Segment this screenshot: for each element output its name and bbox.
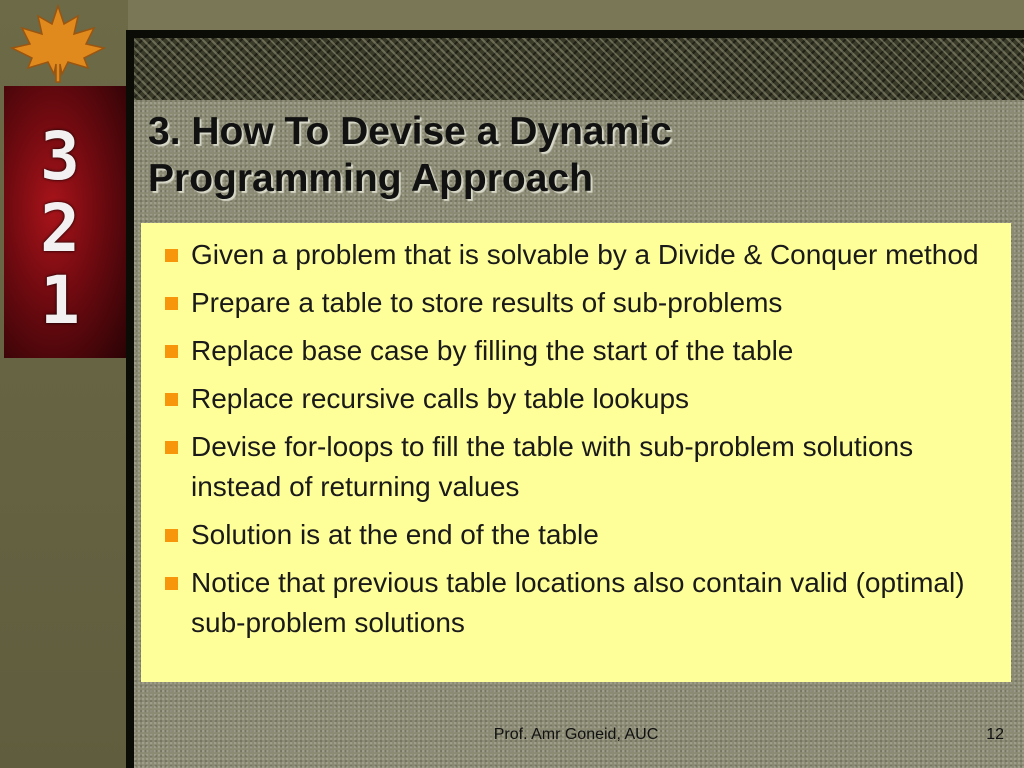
bullet-item [155, 331, 999, 371]
square-bullet-icon [165, 249, 178, 262]
title-line-2: Programming Approach [148, 157, 593, 200]
bullet-text: Notice that previous table locations also contain valid (optimal) sub-problem solutions [191, 567, 965, 638]
bullet-list [155, 235, 999, 643]
bullet-text: Solution is at the end of the table [191, 519, 599, 550]
bullet-text: Replace base case by filling the start of the table [191, 335, 794, 366]
slide-title [148, 108, 968, 202]
bullet-item [155, 427, 999, 507]
bullet-item [155, 563, 999, 643]
bullet-item [155, 283, 999, 323]
square-bullet-icon [165, 393, 178, 406]
bullet-text: Given a problem that is solvable by a Divide & Conquer method [191, 239, 979, 270]
bullet-item [155, 379, 999, 419]
bullet-item [155, 235, 999, 275]
square-bullet-icon [165, 297, 178, 310]
number-two: 2 [40, 190, 80, 267]
maple-leaf-icon [8, 4, 108, 84]
page-number: 12 [986, 726, 1004, 743]
square-bullet-icon [165, 577, 178, 590]
number-three: 3 [40, 118, 80, 195]
bullet-text: Prepare a table to store results of sub-problems [191, 287, 783, 318]
number-one: 1 [40, 262, 80, 339]
bullet-text: Replace recursive calls by table lookups [191, 383, 690, 414]
bullet-item [155, 515, 999, 555]
texture-band [134, 38, 1024, 100]
title-line-1: 3. How To Devise a Dynamic [148, 110, 672, 153]
content-box [141, 223, 1011, 682]
countdown-graphic [4, 86, 126, 358]
bullet-text: Devise for-loops to fill the table with sub-problem solutions instead of returning values [191, 431, 914, 502]
square-bullet-icon [165, 441, 178, 454]
square-bullet-icon [165, 345, 178, 358]
square-bullet-icon [165, 529, 178, 542]
footer-author: Prof. Amr Goneid, AUC [493, 726, 659, 743]
